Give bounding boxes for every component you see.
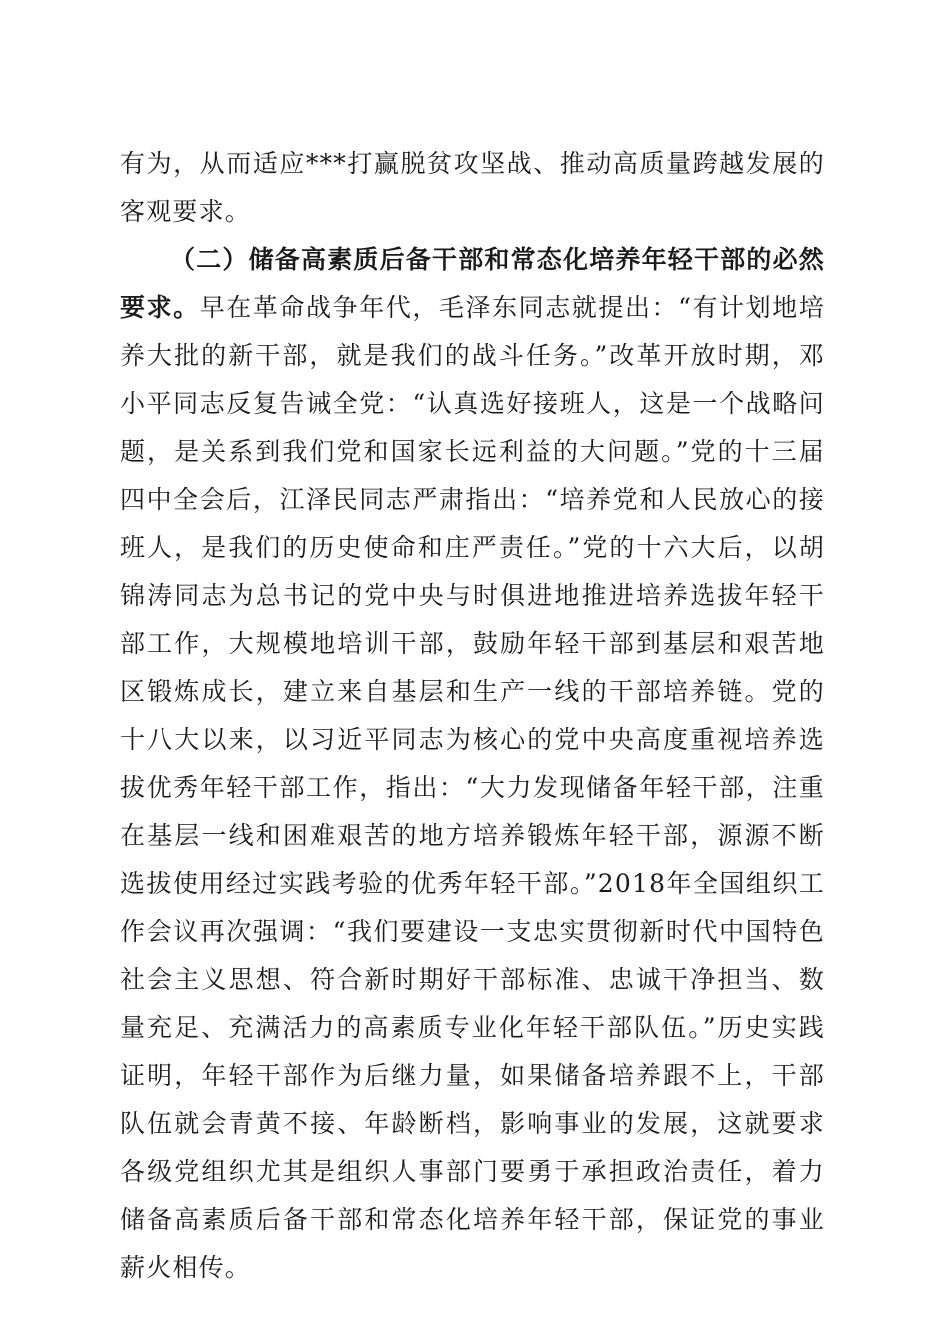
document-body	[120, 140, 825, 1292]
section-body-text: 早在革命战争年代，毛泽东同志就提出：“有计划地培养大批的新干部，就是我们的战斗任务。”改革开放时期，邓小平同志反复告诫全党：“认真选好接班人，这是一个战略问题，是关系到我们党和国家长远利益的大问题。”党的十三届四中全会后，江泽民同志严肃指出：“培养党和人民放心的接班人，是我们的历史使命和庄严责任。”党的十六大后，以胡锦涛同志为总书记的党中央与时俱进地推进培养选拔年轻干部工作，大规模地培训干部，鼓励年轻干部到基层和艰苦地区锻炼成长，建立来自基层和生产一线的干部培养链。党的十八大以来，以习近平同志为核心的党中央高度重视培养选拔优秀年轻干部工作，指出：“大力发现储备年轻干部，注重在基层一线和困难艰苦的地方培养锻炼年轻干部，源源不断选拔使用经过实践考验的优秀年轻干部。”2018年全国组织工作会议再次强调：“我们要建设一支忠实贯彻新时代中国特色社会主义思想、符合新时期好干部标准、忠诚干净担当、数量充足、充满活力的高素质专业化年轻干部队伍。”历史实践证明，年轻干部作为后继力量，如果储备培养跟不上，干部队伍就会青黄不接、年龄断档，影响事业的发展，这就要求各级党组织尤其是组织人事部门要勇于承担政治责任，着力储备高素质后备干部和常态化培养年轻干部，保证党的事业薪火相传。	[120, 293, 825, 1282]
section-heading: （二）储备高素质后备干部和常态化培养年轻干部的必然要求。	[120, 245, 826, 322]
paragraph-section-two	[120, 236, 825, 1292]
paragraph-continuation: 有为，从而适应***打赢脱贫攻坚战、推动高质量跨越发展的客观要求。	[120, 149, 825, 226]
